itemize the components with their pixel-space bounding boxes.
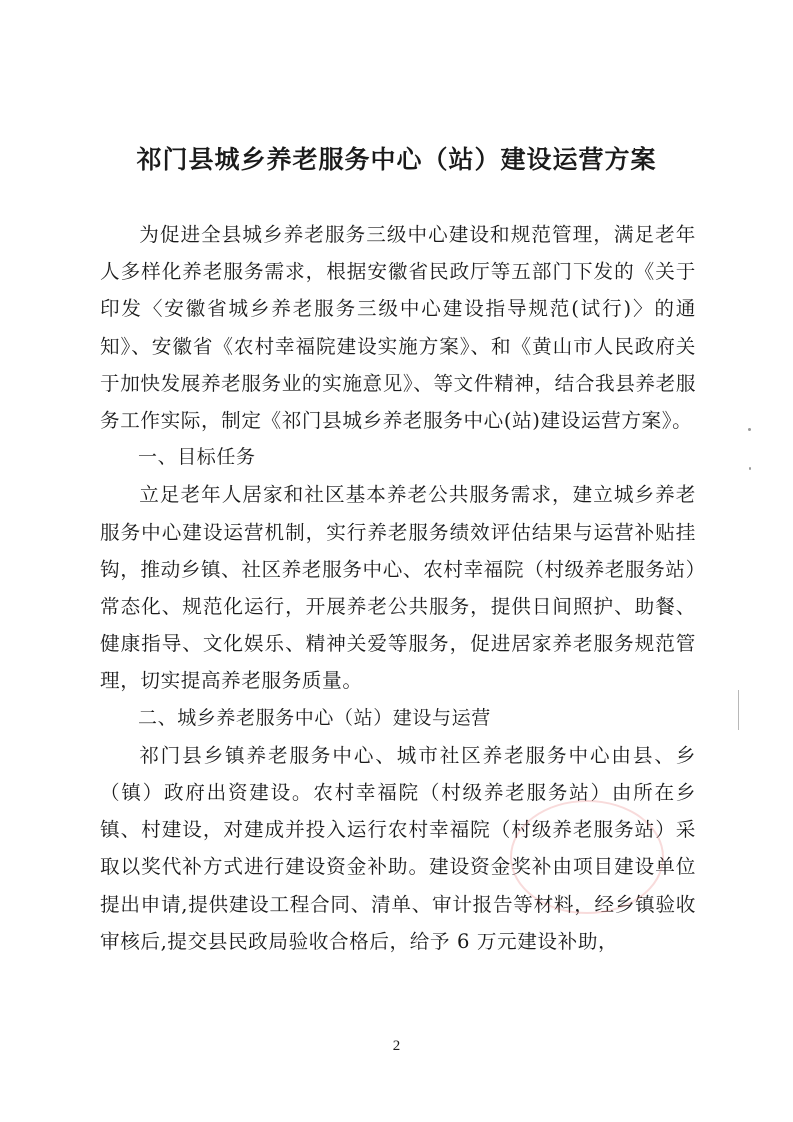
section-2-paragraph: 祁门县乡镇养老服务中心、城市社区养老服务中心由县、乡（镇）政府出资建设。农村幸福院（村级养老服务站）由所在乡镇、村建设，对建成并投入运行农村幸福院（村级养老服务站）采取以奖代补方式进行建设资金补助。建设资金奖补由项目建设单位提出申请,提供建设工程合同、清单、审计报告等材料，经乡镇验收审核后,提交县民政局验收合格后，给予 6 万元建设补助， [100, 743, 696, 953]
section-2-heading: 二、城乡养老服务中心（站）建设与运营 [138, 706, 491, 729]
page-number: 2 [392, 1038, 401, 1054]
scan-speck [749, 467, 751, 470]
page-title: 祁门县城乡养老服务中心（站）建设运营方案 [136, 145, 657, 174]
section-1-paragraph: 立足老年人居家和社区基本养老公共服务需求，建立城乡养老服务中心建设运营机制，实行养老服务绩效评估结果与运营补贴挂钩，推动乡镇、社区养老服务中心、农村幸福院（村级养老服务站）常态化、规范化运行，开展养老公共服务，提供日间照护、助餐、健康指导、文化娱乐、精神关爱等服务，促进居家养老服务规范管理，切实提高养老服务质量。 [100, 483, 697, 693]
section-1-heading: 一、目标任务 [138, 446, 256, 469]
scan-speck [748, 428, 751, 431]
faded-seal-mark [510, 800, 664, 914]
scan-edge-mark [738, 690, 739, 730]
intro-paragraph: 为促进全县城乡养老服务三级中心建设和规范管理，满足老年人多样化养老服务需求，根据安徽省民政厅等五部门下发的《关于印发〈安徽省城乡养老服务三级中心建设指导规范(试行)〉的通知》、安徽省《农村幸福院建设实施方案》、和《黄山市人民政府关于加快发展养老服务业的实施意见》、等文件精神，结合我县养老服务工作实际，制定《祁门县城乡养老服务中心(站)建设运营方案》。 [100, 223, 697, 433]
